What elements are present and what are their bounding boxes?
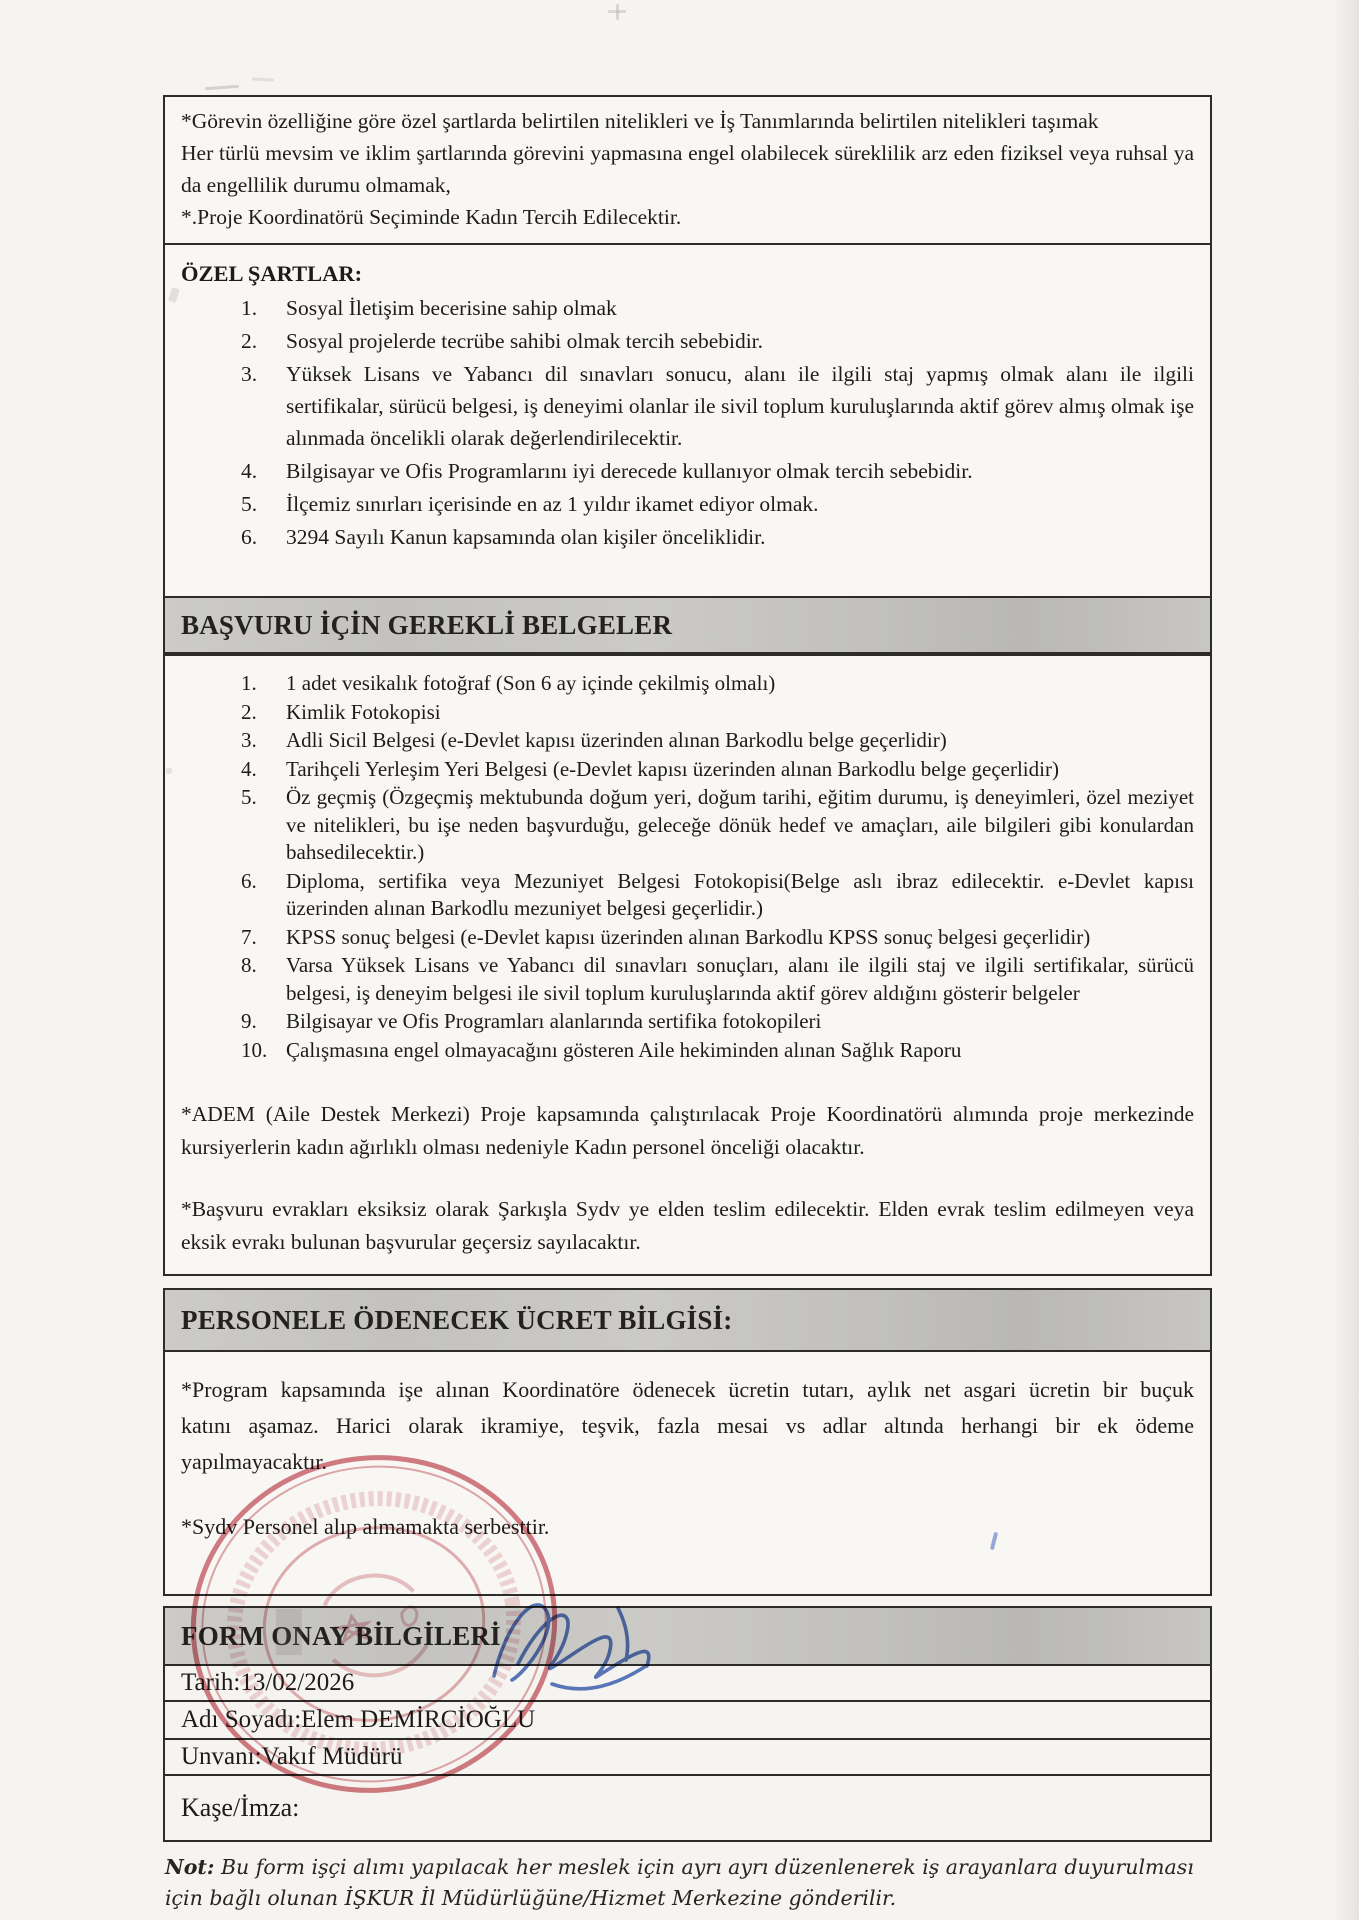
approval-row-title [163, 1740, 1212, 1776]
title-label: Unvanı: [181, 1743, 262, 1770]
scan-edge-shadow [1333, 0, 1359, 1920]
special-conditions-title: ÖZEL ŞARTLAR: [181, 261, 363, 286]
special-conditions-box [163, 243, 1212, 598]
list-item: Diploma, sertifika veya Mezuniyet Belgesi Fotokopisi(Belge aslı ibraz edilecektir. e-Devlet kapısı üzerinden alınan Barkodlu mezuniyet belgesi geçerlidir.) [286, 868, 1194, 920]
approval-row-stamp-signature [163, 1776, 1212, 1842]
list-item: 3294 Sayılı Kanun kapsamında olan kişiler önceliklidir. [286, 525, 766, 549]
salary-paragraph: *Program kapsamında işe alınan Koordinatöre ödenecek ücretin tutarı, aylık net asgari ücretin bir buçuk katını aşamaz. Harici olarak ikramiye, teşvik, fazla mesai vs adlar altında herhangi bir ek ödeme yapılmayacaktır. [181, 1377, 1194, 1474]
date-value: 13/02/2026 [240, 1669, 355, 1696]
list-item: Çalışmasına engel olmayacağını gösteren Aile hekiminden alınan Sağlık Raporu [286, 1037, 962, 1062]
special-conditions-list [181, 292, 1194, 553]
adem-note: *ADEM (Aile Destek Merkezi) Proje kapsamında çalıştırılacak Proje Koordinatörü alımında proje merkezinde kursiyerlerin kadın ağırlıklı olması nedeniyle Kadın personel önceliği olacaktır. [181, 1102, 1194, 1159]
approval-row-name [163, 1702, 1212, 1740]
requirement-line: *.Proje Koordinatörü Seçiminde Kadın Tercih Edilecektir. [181, 205, 682, 229]
title-value: Vakıf Müdürü [261, 1743, 403, 1770]
stamp-signature-label: Kaşe/İmza: [181, 1793, 300, 1822]
footer-note-prefix: Not: [165, 1855, 215, 1879]
list-item: KPSS sonuç belgesi (e-Devlet kapısı üzerinden alınan Barkodlu KPSS sonuç belgesi geçerlidir) [286, 924, 1091, 949]
list-item: Kimlik Fotokopisi [286, 699, 441, 724]
list-item: Öz geçmiş (Özgeçmiş mektubunda doğum yeri, doğum tarihi, eğitim durumu, iş deneyimleri, özel meziyet ve nitelikleri, bu işe neden başvurduğu, geleceğe dönük hedef ve amaçları, aile bilgileri gibi konulardan bahsedilecektir.) [286, 785, 1194, 864]
list-item: Yüksek Lisans ve Yabancı dil sınavları sonucu, alanı ile ilgili staj yapmış olmak alanı ile ilgili sertifikalar, sürücü belgesi, iş deneyimi olanlar ile sivil toplum kuruluşlarında aktif görev almış olmak işe alınmada öncelikli olarak değerlendirilecektir. [286, 362, 1194, 450]
list-item: Tarihçeli Yerleşim Yeri Belgesi (e-Devlet kapısı üzerinden alınan Barkodlu belge geçerlidir) [286, 756, 1059, 781]
list-item: Sosyal projelerde tecrübe sahibi olmak tercih sebebidir. [286, 329, 764, 353]
list-item: Sosyal İletişim becerisine sahip olmak [286, 296, 617, 320]
list-item: Adli Sicil Belgesi (e-Devlet kapısı üzerinden alınan Barkodlu belge geçerlidir) [286, 728, 947, 752]
required-documents-list [181, 670, 1194, 1064]
list-item: 1 adet vesikalık fotoğraf (Son 6 ay içinde çekilmiş olmalı) [286, 671, 776, 695]
form-document [163, 95, 1212, 1914]
footer-note-text: Bu form işçi alımı yapılacak her meslek için ayrı ayrı düzenlenerek iş arayanlara duyurulması için bağlı olunan İŞKUR İl Müdürlüğüne/Hizmet Merkezine gönderilir. [165, 1855, 1194, 1910]
submission-note: *Başvuru evrakları eksiksiz olarak Şarkışla Sydv ye elden teslim edilecektir. Elden evrak teslim edilmeyen veya eksik evrakı bulunan başvurular geçersiz sayılacaktır. [181, 1197, 1194, 1254]
discretion-paragraph: *Sydv Personel alıp almamakta serbesttir. [181, 1514, 550, 1539]
name-value: Elem DEMİRCİOĞLU [301, 1706, 536, 1733]
date-label: Tarih: [181, 1669, 241, 1696]
section-title: BAŞVURU İÇİN GEREKLİ BELGELER [181, 609, 673, 640]
scan-artifact [608, 10, 626, 13]
form-approval-header [163, 1606, 1212, 1666]
list-item: Varsa Yüksek Lisans ve Yabancı dil sınavları sonuçları, alanı ile ilgili staj ve ilgili sertifikalar, sürücü belgesi, iş deneyim belgesi ile sivil toplum kuruluşlarında aktif görev aldığını gösterir belgeler [286, 953, 1194, 1005]
list-item: İlçemiz sınırları içerisinde en az 1 yıldır ikamet ediyor olmak. [286, 492, 819, 516]
required-documents-box [163, 654, 1212, 1276]
scan-artifact [252, 77, 274, 81]
required-documents-header [163, 596, 1212, 654]
salary-info-header [163, 1288, 1212, 1352]
requirement-line: *Görevin özelliğine göre özel şartlarda belirtilen nitelikleri ve İş Tanımlarında belirtilen nitelikleri taşımak [181, 109, 1099, 133]
approval-row-date [163, 1666, 1212, 1702]
salary-info-box [163, 1350, 1212, 1596]
general-requirements-box [163, 95, 1212, 245]
section-title: FORM ONAY BİLGİLERİ [181, 1620, 501, 1651]
name-label: Adı Soyadı: [181, 1706, 302, 1733]
requirement-line: Her türlü mevsim ve iklim şartlarında görevini yapmasına engel olabilecek süreklilik arz eden fiziksel veya ruhsal ya da engellilik durumu olmamak, [181, 141, 1194, 197]
section-title: PERSONELE ÖDENECEK ÜCRET BİLGİSİ: [181, 1304, 733, 1335]
list-item: Bilgisayar ve Ofis Programlarını iyi derecede kullanıyor olmak tercih sebebidir. [286, 459, 973, 483]
footer-note [165, 1852, 1210, 1914]
scan-artifact [205, 85, 239, 90]
list-item: Bilgisayar ve Ofis Programları alanlarında sertifika fotokopileri [286, 1009, 822, 1033]
